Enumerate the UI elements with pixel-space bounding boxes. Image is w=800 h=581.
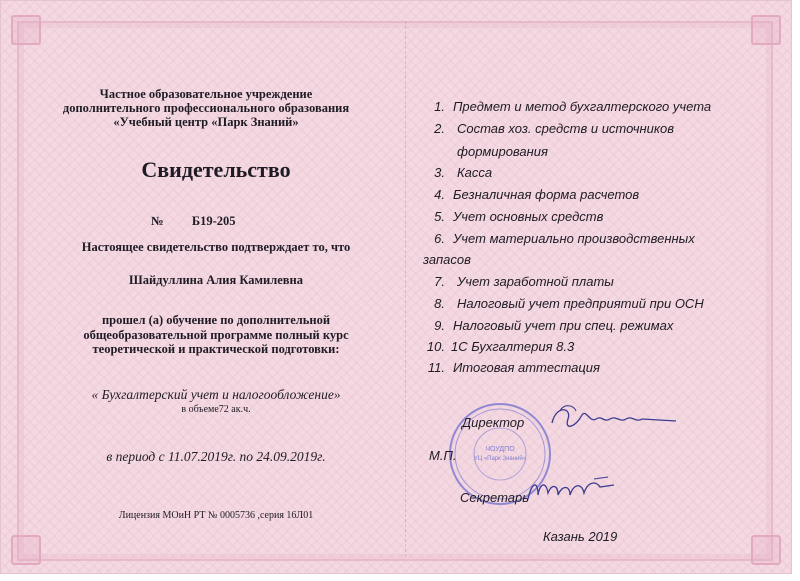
subject-text: Налоговый учет при спец. режимах	[453, 318, 674, 333]
subject-number: 9.	[434, 318, 445, 333]
subject-text: Учет основных средств	[453, 209, 604, 224]
corner-ornament	[751, 535, 781, 565]
subject-text-continuation: формирования	[457, 144, 548, 159]
certificate-number	[151, 214, 236, 229]
subject-text: Итоговая аттестация	[453, 360, 600, 375]
organization-line: «Учебный центр «Парк Знаний»	[113, 115, 299, 129]
subject-number: 7.	[434, 274, 445, 289]
stamp-text: ЧОУДПО	[485, 446, 515, 453]
fold-line	[405, 21, 406, 557]
number-symbol: №	[151, 214, 164, 228]
subject-text: Учет материально производственных	[453, 231, 695, 246]
course-name: « Бухгалтерский учет и налогообложение»	[91, 387, 341, 402]
number-value: Б19-205	[191, 214, 236, 228]
seal-place-label: М.П.	[429, 448, 457, 463]
subject-number: 11.	[427, 360, 445, 375]
organization-header	[51, 87, 361, 129]
subject-number: 10.	[426, 339, 445, 354]
study-period: в период с 11.07.2019г. по 24.09.2019г.	[106, 449, 326, 464]
confirm-text: Настоящее свидетельство подтверждает то, что	[81, 240, 351, 254]
completion-line: теоретической и практической подготовки:	[92, 342, 340, 356]
person-name: Шайдуллина Алия Камилевна	[128, 273, 303, 287]
secretary-label: Секретарь	[460, 490, 530, 505]
completion-line: прошел (а) обучение по дополнительной	[101, 313, 331, 327]
course-volume: в объеме72 ак.ч.	[181, 404, 251, 415]
director-signature	[546, 401, 681, 435]
subject-number: 1.	[434, 99, 445, 114]
corner-ornament	[11, 15, 41, 45]
director-label: Директор	[462, 415, 525, 430]
organization-line: дополнительного профессионального образования	[62, 101, 350, 115]
subject-number: 4.	[434, 187, 445, 202]
subject-text-continuation: запасов	[423, 252, 471, 267]
subject-text: 1С Бухгалтерия 8.3	[451, 339, 575, 354]
subject-text: Налоговый учет предприятий при ОСН	[457, 296, 704, 311]
subject-number: 3.	[434, 165, 445, 180]
corner-ornament	[751, 15, 781, 45]
subject-number: 2.	[434, 121, 445, 136]
secretary-signature	[524, 475, 619, 505]
subject-text: Касса	[457, 165, 493, 180]
completion-text	[56, 313, 376, 357]
certificate-title: Свидетельство	[141, 157, 291, 182]
subject-number: 6.	[434, 231, 445, 246]
subject-number: 8.	[434, 296, 445, 311]
subject-text: Предмет и метод бухгалтерского учета	[453, 99, 712, 114]
subject-text: Состав хоз. средств и источников	[457, 121, 675, 136]
subject-text: Безналичная форма расчетов	[453, 187, 640, 202]
organization-line: Частное образовательное учреждение	[99, 87, 313, 101]
subject-number: 5.	[434, 209, 445, 224]
license-info: Лицензия МОиН РТ № 0005736 ,серия 16Л01	[118, 510, 314, 521]
city-year: Казань 2019	[543, 529, 618, 544]
subject-text: Учет заработной платы	[457, 274, 614, 289]
corner-ornament	[11, 535, 41, 565]
completion-line: общеобразовательной программе полный курс	[83, 327, 349, 342]
stamp-text: УЦ «Парк Знаний»	[473, 456, 527, 462]
